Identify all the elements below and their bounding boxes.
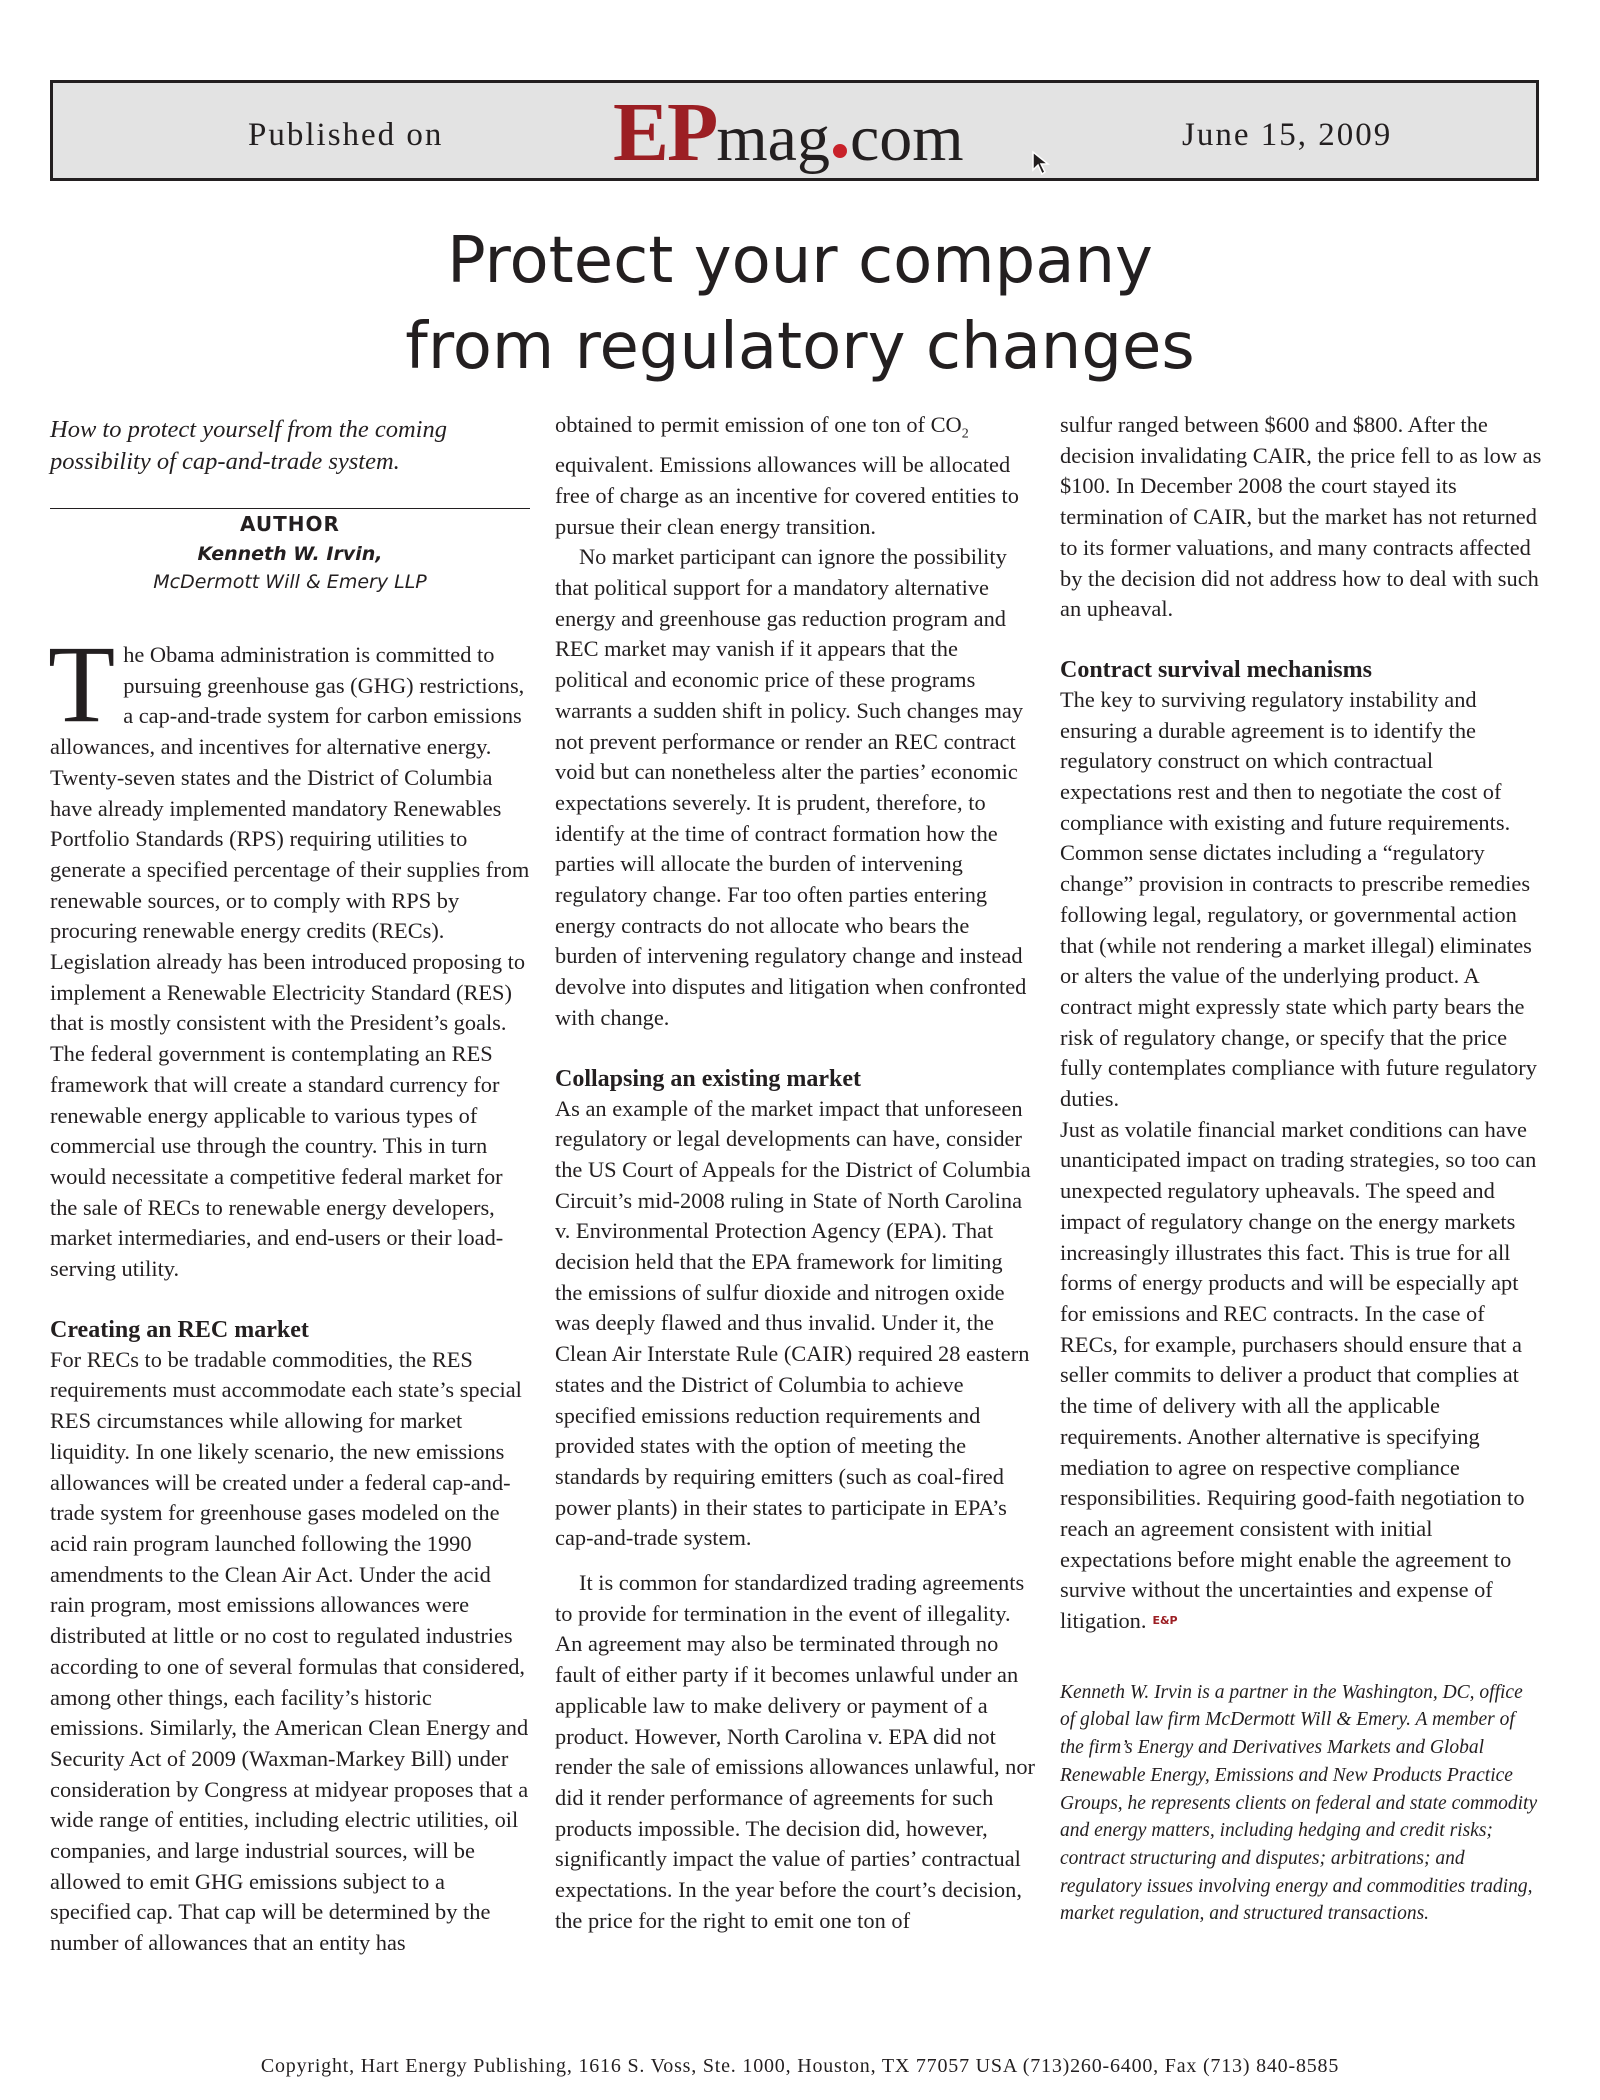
copyright-footer: Copyright, Hart Energy Publishing, 1616 S. Voss, Ste. 1000, Houston, TX 77057 USA (713)260-6400, Fax (713) 840-8585 bbox=[260, 2055, 1340, 2077]
publish-date: June 15, 2009 bbox=[1182, 117, 1393, 153]
author-organization: McDermott Will & Emery LLP bbox=[153, 571, 427, 593]
author-bio: Kenneth W. Irvin is a partner in the Washington, DC, office of global law firm McDermott Will & Emery. A member of the firm’s Energy and Derivatives Markets and Global Renewable Energy, Emissions and New Products Practice Groups, he represents clients on federal and state commodity and energy matters, including hedging and credit risks; contract structuring and disputes; arbitrations; and regulatory issues involving energy and commodities trading, market regulation, and structured transactions. bbox=[1060, 1681, 1538, 1925]
contract-paragraph-2 bbox=[1060, 1115, 1542, 1637]
author-label: AUTHOR bbox=[240, 512, 340, 536]
intro-paragraph bbox=[48, 623, 530, 1285]
logo-dot-icon bbox=[833, 144, 847, 158]
published-on-label: Published on bbox=[248, 117, 444, 153]
article-deck: How to protect yourself from the coming possibility of cap-and-trade system. bbox=[50, 416, 447, 475]
collapsing-paragraph-1: As an example of the market impact that unforeseen regulatory or legal developments can have, consider the US Court of Appeals for the District of Columbia Circuit’s mid-2008 ruling in State of North Carolina v. Environmental Protection Agency (EPA). That decision held that the EPA framework for limiting the emissions of sulfur dioxide and nitrogen oxide was deeply flawed and thus invalid. Under it, the Clean Air Interstate Rule (CAIR) required 28 eastern states and the District of Columbia to achieve specified emissions reduction requirements and provided states with the option of meeting the standards by requiring emitters (such as coal-fired power plants) in their states to participate in EPA’s cap-and-trade system. bbox=[555, 1095, 1031, 1551]
publication-banner bbox=[50, 80, 1539, 181]
epmag-logo[interactable] bbox=[613, 86, 964, 183]
creating-paragraph-1: For RECs to be tradable commodities, the RES requirements must accommodate each state’s special RES circumstances while allowing for market liquidity. In one likely scenario, the new emissions allowances will be created under a federal cap-and-trade system for greenhouse gases modeled on the acid rain program launched following the 1990 amendments to the Clean Air Act. Under the acid rain program, most emissions allowances were distributed at little or no cost to regulated industries according to one of several formulas that considered, among other things, each facility’s historic emissions. Similarly, the American Clean Energy and Security Act of 2009 (Waxman-Markey Bill) under consideration by Congress at midyear proposes that a wide range of entities, including electric utilities, oil companies, and large industrial sources, will be allowed to emit GHG emissions subject to a specified cap. That cap will be determined by the number of allowances that an entity has bbox=[50, 1346, 529, 1956]
collapsing-paragraph-2: It is common for standardized trading agreements to provide for termination in the event of illegality. An agreement may also be terminated through no fault of either party if it becomes unlawful under an applicable law to make delivery or payment of a product. However, North Carolina v. EPA did not render the sale of emissions allowances unlawful, nor did it render performance of agreements for such products impossible. The decision did, however, significantly impact the value of parties’ contractual expectations. In the year before the court’s decision, the price for the right to emit one ton of bbox=[555, 1570, 1036, 1933]
author-name: Kenneth W. Irvin, bbox=[197, 543, 383, 565]
arrow-cursor-icon bbox=[1031, 150, 1053, 176]
drop-cap: T bbox=[48, 623, 116, 745]
co2-text-start: obtained to permit emission of one ton of CO bbox=[555, 412, 962, 437]
sulfur-paragraph: sulfur ranged between $600 and $800. After the decision invalidating CAIR, the price fell to as low as $100. In December 2008 the court stayed its termination of CAIR, but the market has not returned to its former valuations, and many contracts affected by the decision did not address how to deal with such an upheaval. bbox=[1060, 412, 1542, 622]
column-1 bbox=[50, 410, 530, 1959]
co2-subscript: 2 bbox=[961, 426, 969, 442]
headline-line-2: from regulatory changes bbox=[405, 310, 1195, 384]
logo-com: com bbox=[849, 102, 964, 175]
heading-creating-rec-market: Creating an REC market bbox=[50, 1316, 309, 1343]
intro-text: he Obama administration is committed to pursuing greenhouse gas (GHG) restrictions, a cap-and-trade system for carbon emissions allowances, and incentives for alternative energy. Twenty-seven states and the District of Columbia have already implemented mandatory Renewables Portfolio Standards (RPS) requiring utilities to generate a specified percentage of their supplies from renewable sources, or to comply with RPS by procuring renewable energy credits (RECs). Legislation already has been introduced proposing to implement a Renewable Electricity Standard (RES) that is mostly consistent with the President’s goals. The federal government is contemplating an RES framework that will create a standard currency for renewable energy applicable to various types of commercial use through the country. This in turn would necessitate a competitive federal market for the sale of RECs to renewable energy developers, market intermediaries, and end-users or their load-serving utility. bbox=[50, 642, 530, 1282]
article-headline bbox=[0, 218, 1600, 390]
market-participant-paragraph: No market participant can ignore the possibility that political support for a mandatory alternative energy and greenhouse gas reduction program and REC market may vanish if it appears that the political and economic price of these programs warrants a sudden shift in policy. Such changes may not prevent performance or render an REC contract void but can nonetheless alter the parties’ economic expectations severely. It is prudent, therefore, to identify at the time of contract formation how the parties will allocate the burden of intervening regulatory change. Far too often parties entering energy contracts do not allocate who bears the burden of intervening regulatory change and instead devolve into disputes and litigation when confronted with change. bbox=[555, 544, 1027, 1030]
column-2 bbox=[555, 410, 1035, 1937]
end-mark-logo: E&P bbox=[1152, 1614, 1178, 1628]
co2-text-end: equivalent. Emissions allowances will be allocated free of charge as an incentive for covered entities to pursue their clean energy transition. bbox=[555, 452, 1019, 539]
contract-paragraph-1: The key to surviving regulatory instability and ensuring a durable agreement is to identify the regulatory construct on which contractual expectations rest and then to negotiate the cost of compliance with existing and future requirements. Common sense dictates including a “regulatory change” provision in contracts to prescribe remedies following legal, regulatory, or governmental action that (while not rendering a market illegal) eliminates or alters the value of the underlying product. A contract might expressly state which party bears the risk of regulatory change, or specify that the price fully contemplates compliance with future regulatory duties. bbox=[1060, 686, 1537, 1112]
author-box bbox=[50, 508, 530, 596]
heading-collapsing-market: Collapsing an existing market bbox=[555, 1065, 862, 1092]
logo-ep: EP bbox=[613, 86, 717, 179]
column-3 bbox=[1060, 410, 1542, 1928]
contract-paragraph-2-text: Just as volatile financial market conditions can have unanticipated impact on trading strategies, so too can unexpected regulatory upheavals. The speed and impact of regulatory change on the energy markets increasingly illustrates this fact. This is true for all forms of energy products and will be especially apt for emissions and REC contracts. In the case of RECs, for example, purchasers should ensure that a seller commits to deliver a product that complies at the time of delivery with all the applicable requirements. Another alternative is specifying mediation to agree on respective compliance responsibilities. Requiring good-faith negotiation to reach an agreement consistent with initial expectations before might enable the agreement to survive without the uncertainties and expense of litigation. bbox=[1060, 1116, 1537, 1634]
headline-line-1: Protect your company bbox=[447, 224, 1153, 298]
heading-contract-survival: Contract survival mechanisms bbox=[1060, 656, 1372, 683]
logo-mag: mag bbox=[716, 102, 830, 175]
co2-paragraph bbox=[555, 410, 1035, 542]
